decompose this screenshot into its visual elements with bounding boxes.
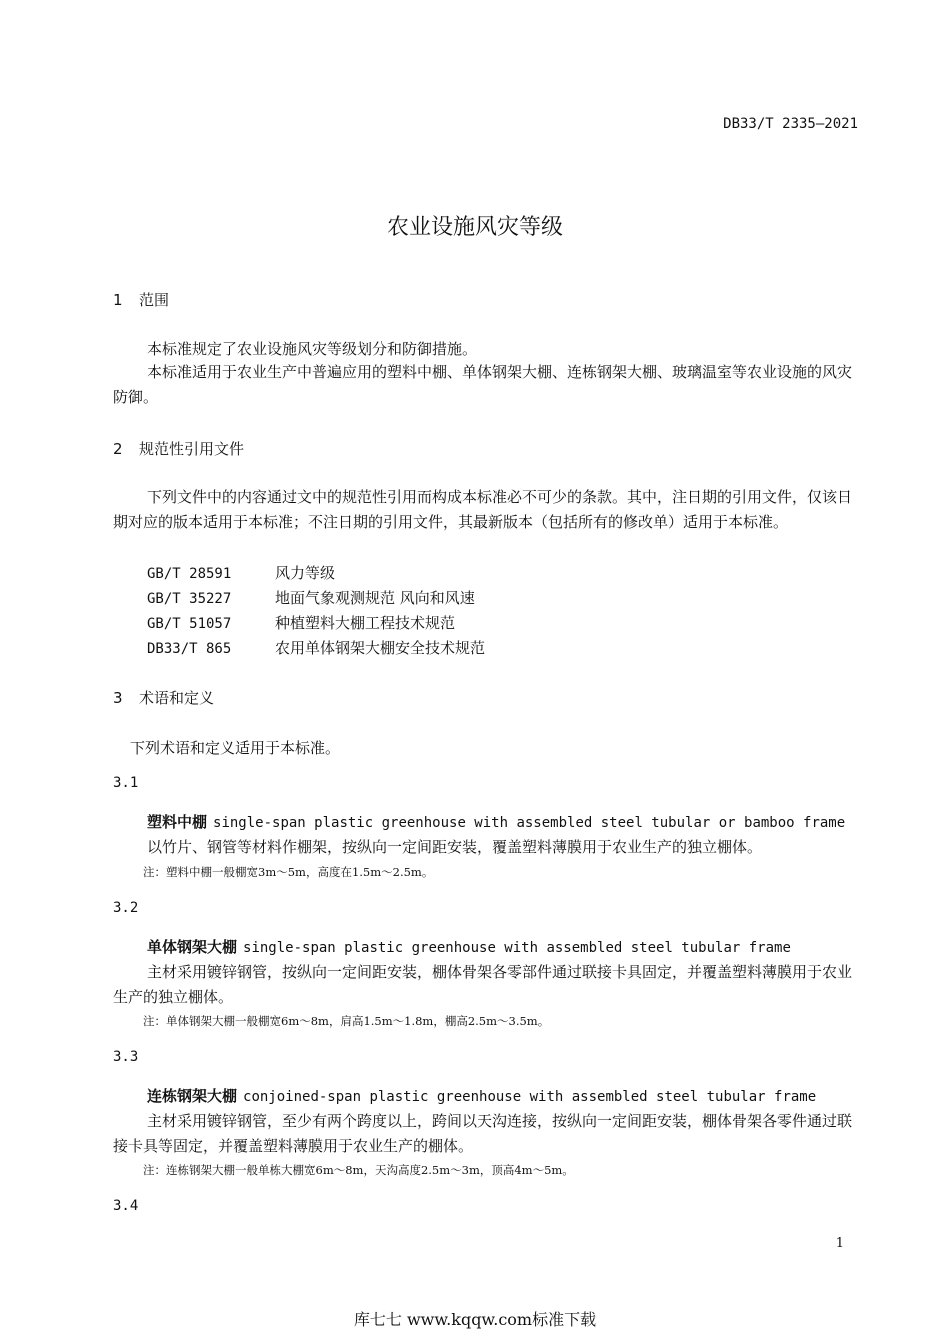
term-note	[143, 1162, 574, 1178]
reference-code: GB/T 28591	[147, 566, 232, 582]
paragraph: 本标准规定了农业设施风灾等级划分和防御措施。	[147, 340, 478, 358]
section-number: 2	[113, 440, 123, 458]
paragraph: 下列文件中的内容通过文中的规范性引用而构成本标准必不可少的条款。其中，注日期的引用文件，仅该日期对应的版本适用于本标准；不注日期的引用文件，其最新版本（包括所有的修改单）适用于本标准。	[113, 488, 853, 531]
section-heading-normative	[113, 438, 244, 459]
section-number: 3	[113, 689, 123, 707]
section-number: 1	[113, 291, 123, 309]
section-title: 术语和定义	[139, 689, 215, 707]
term-english: single-span plastic greenhouse with assembled steel tubular or bamboo frame	[213, 815, 846, 831]
term-chinese: 塑料中棚	[147, 813, 208, 831]
document-number: DB33/T 2335—2021	[723, 116, 858, 132]
reference-code: GB/T 51057	[147, 616, 232, 632]
term-definition: 主材采用镀锌钢管，按纵向一定间距安装，棚体骨架各零部件通过联接卡具固定，并覆盖塑料薄膜用于农业生产的独立棚体。	[113, 963, 853, 1006]
section-heading-scope	[113, 289, 169, 310]
term-english: conjoined-span plastic greenhouse with assembled steel tubular frame	[243, 1089, 817, 1105]
term-entry	[147, 811, 845, 832]
reference-item	[147, 587, 475, 608]
clause-number: 3.3	[113, 1049, 139, 1065]
note-label: 注：	[143, 1163, 166, 1177]
term-entry	[147, 1085, 816, 1106]
clause-number: 3.4	[113, 1198, 139, 1214]
term-entry	[147, 936, 791, 957]
note-text: 连栋钢架大棚一般单栋大棚宽6m～8m，天沟高度2.5m～3m，顶高4m～5m。	[166, 1163, 574, 1177]
note-label: 注：	[143, 865, 166, 879]
reference-name: 地面气象观测规范 风向和风速	[275, 589, 475, 607]
term-definition: 以竹片、钢管等材料作棚架，按纵向一定间距安装，覆盖塑料薄膜用于农业生产的独立棚体。	[147, 838, 763, 856]
reference-item	[147, 562, 335, 583]
clause-number: 3.2	[113, 900, 139, 916]
term-note	[143, 864, 433, 880]
term-english: single-span plastic greenhouse with assembled steel tubular frame	[243, 940, 791, 956]
reference-name: 农用单体钢架大棚安全技术规范	[275, 639, 486, 657]
note-text: 塑料中棚一般棚宽3m～5m，高度在1.5m～2.5m。	[166, 865, 434, 879]
reference-code: GB/T 35227	[147, 591, 232, 607]
term-definition: 主材采用镀锌钢管，至少有两个跨度以上，跨间以天沟连接，按纵向一定间距安装，棚体骨架各零件通过联接卡具等固定，并覆盖塑料薄膜用于农业生产的棚体。	[113, 1112, 853, 1155]
reference-item	[147, 637, 485, 658]
term-note	[143, 1013, 549, 1029]
section-title: 范围	[139, 291, 170, 309]
reference-name: 种植塑料大棚工程技术规范	[275, 614, 456, 632]
clause-number: 3.1	[113, 775, 139, 791]
reference-item	[147, 612, 455, 633]
reference-code: DB33/T 865	[147, 641, 232, 657]
section-title: 规范性引用文件	[139, 440, 245, 458]
page-title: 农业设施风灾等级	[386, 215, 563, 240]
footer-watermark: 库七七 www.kqqw.com标准下载	[353, 1310, 597, 1329]
note-label: 注：	[143, 1014, 166, 1028]
paragraph: 本标准适用于农业生产中普遍应用的塑料中棚、单体钢架大棚、连栋钢架大棚、玻璃温室等农业设施的风灾防御。	[113, 363, 853, 406]
term-chinese: 连栋钢架大棚	[147, 1087, 238, 1105]
term-chinese: 单体钢架大棚	[147, 938, 238, 956]
paragraph: 下列术语和定义适用于本标准。	[130, 739, 341, 757]
note-text: 单体钢架大棚一般棚宽6m～8m，肩高1.5m～1.8m，棚高2.5m～3.5m。	[166, 1014, 550, 1028]
reference-name: 风力等级	[275, 564, 336, 582]
section-heading-terms	[113, 687, 214, 708]
page-number: 1	[835, 1236, 844, 1251]
